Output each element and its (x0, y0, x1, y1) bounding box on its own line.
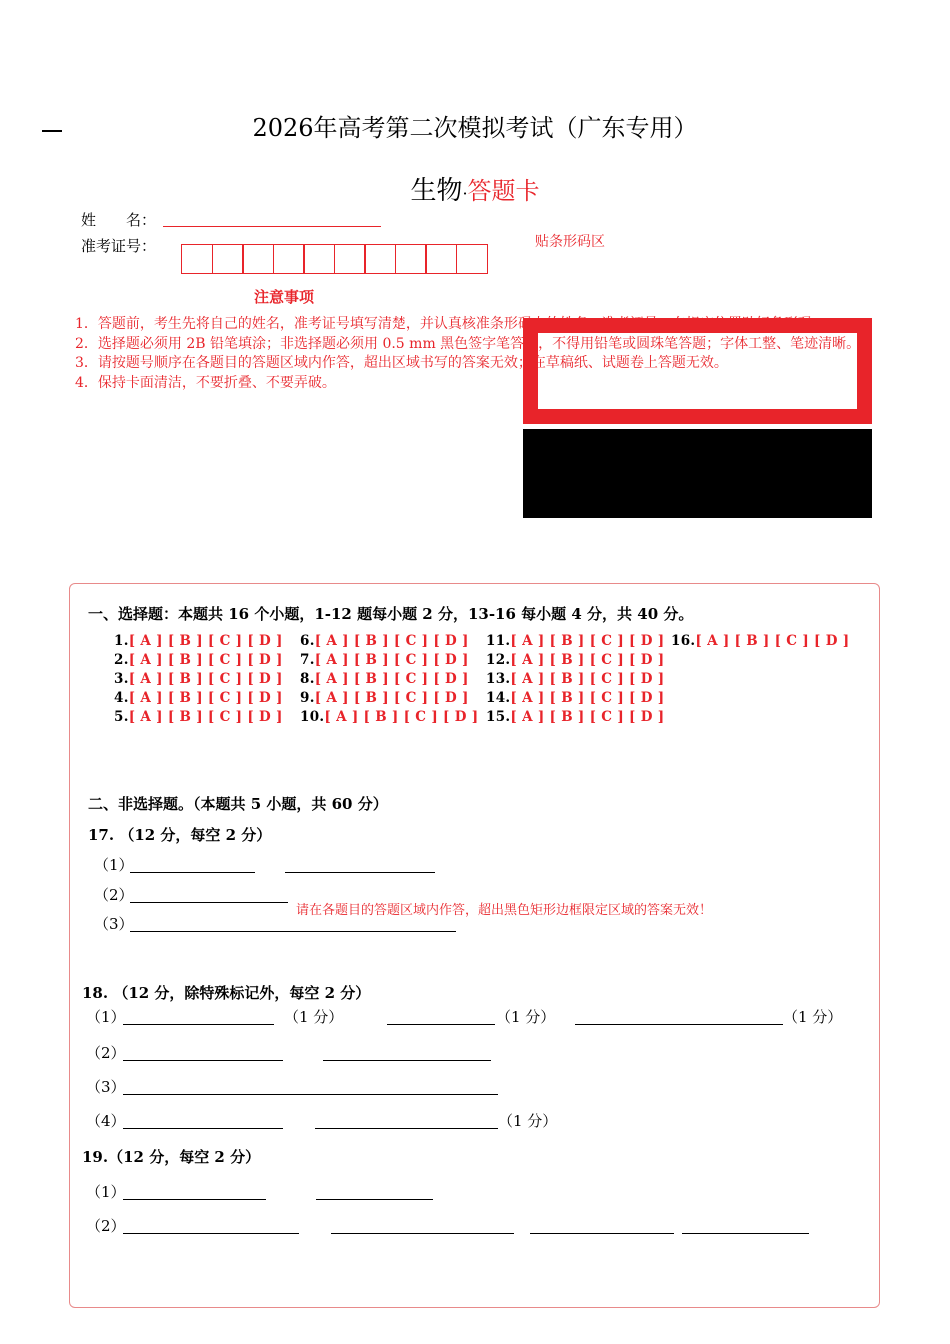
answer-line[interactable] (123, 1023, 274, 1025)
answer-area-warning: 请在各题目的答题区域内作答，超出黑色矩形边框限定区域的答案无效！ (296, 903, 713, 918)
id-digit-box[interactable] (395, 244, 427, 274)
answer-line[interactable] (123, 1093, 498, 1095)
exam-title: 2026年高考第二次模拟考试（广东专用） (252, 114, 698, 142)
mc-row[interactable]: 7.[ A ] [ B ] [ C ] [ D ] (300, 652, 469, 668)
answer-line[interactable] (130, 930, 456, 932)
mc-row[interactable]: 11.[ A ] [ B ] [ C ] [ D ] (486, 633, 665, 649)
id-digit-box[interactable] (181, 244, 213, 274)
q19-part2-label: （2） (86, 1217, 126, 1235)
mc-row[interactable]: 2.[ A ] [ B ] [ C ] [ D ] (114, 652, 283, 668)
q17-part1-label: （1） (94, 856, 134, 874)
answer-line[interactable] (682, 1232, 809, 1234)
mc-row[interactable]: 9.[ A ] [ B ] [ C ] [ D ] (300, 690, 469, 706)
mc-row[interactable]: 16.[ A ] [ B ] [ C ] [ D ] (671, 633, 850, 649)
answer-line[interactable] (123, 1127, 283, 1129)
q18-part1-label: （1） (86, 1008, 126, 1026)
score-note: （1 分） (284, 1008, 344, 1026)
answer-card-label: 答题卡 (467, 177, 540, 205)
q17-part2-label: （2） (94, 886, 134, 904)
subtitle-dot: · (462, 184, 468, 203)
name-label: 姓 名： (81, 211, 157, 229)
redacted-block (523, 429, 872, 518)
mc-row[interactable]: 15.[ A ] [ B ] [ C ] [ D ] (486, 709, 665, 725)
id-digit-box[interactable] (364, 244, 396, 274)
notice-item: 2．选择题必须用 2B 铅笔填涂；非选择题必须用 0.5 mm 黑色签字笔答题，不得用铅笔或圆珠笔答题；字体工整、笔迹清晰。 (75, 335, 861, 352)
id-digit-box[interactable] (303, 244, 335, 274)
q18-part4-label: （4） (86, 1112, 126, 1130)
answer-line[interactable] (530, 1232, 674, 1234)
mc-column-3 (486, 632, 664, 727)
q18-part3-label: （3） (86, 1078, 126, 1096)
notice-title: 注意事项 (254, 288, 315, 306)
mc-column-4 (671, 632, 849, 651)
exam-subtitle (0, 170, 950, 207)
mc-row[interactable]: 4.[ A ] [ B ] [ C ] [ D ] (114, 690, 283, 706)
mc-row[interactable]: 8.[ A ] [ B ] [ C ] [ D ] (300, 671, 469, 687)
q18-part2-label: （2） (86, 1044, 126, 1062)
id-digit-box[interactable] (273, 244, 305, 274)
score-note: （1 分） (496, 1008, 556, 1026)
q17-part3-label: （3） (94, 915, 134, 933)
q18-title: 18. （12 分，除特殊标记外，每空 2 分） (82, 984, 371, 1002)
mc-row[interactable]: 13.[ A ] [ B ] [ C ] [ D ] (486, 671, 665, 687)
id-label: 准考证号： (81, 237, 157, 255)
section1-title: 一、选择题：本题共 16 个小题，1-12 题每小题 2 分，13-16 每小题 4 分，共 40 分。 (88, 605, 694, 623)
notice-item: 4．保持卡面清洁，不要折叠、不要弄破。 (75, 374, 336, 391)
answer-line[interactable] (331, 1232, 514, 1234)
answer-line[interactable] (130, 901, 288, 903)
barcode-frame (523, 318, 872, 424)
answer-line[interactable] (123, 1059, 283, 1061)
answer-line[interactable] (316, 1198, 433, 1200)
mc-row[interactable]: 1.[ A ] [ B ] [ C ] [ D ] (114, 633, 283, 649)
section2-title: 二、非选择题。（本题共 5 小题，共 60 分） (88, 795, 388, 813)
answer-line[interactable] (315, 1127, 498, 1129)
barcode-label: 贴条形码区 (535, 234, 605, 250)
mc-column-1 (114, 632, 283, 727)
mc-column-2 (300, 632, 478, 727)
id-digit-box[interactable] (242, 244, 274, 274)
mc-row[interactable]: 14.[ A ] [ B ] [ C ] [ D ] (486, 690, 665, 706)
q17-title: 17. （12 分，每空 2 分） (88, 826, 272, 844)
id-box-group (181, 244, 488, 274)
mc-row[interactable]: 3.[ A ] [ B ] [ C ] [ D ] (114, 671, 283, 687)
answer-line[interactable] (123, 1198, 266, 1200)
mc-row[interactable]: 6.[ A ] [ B ] [ C ] [ D ] (300, 633, 469, 649)
answer-line[interactable] (123, 1232, 299, 1234)
answer-line[interactable] (575, 1023, 783, 1025)
id-digit-box[interactable] (425, 244, 457, 274)
q19-part1-label: （1） (86, 1183, 126, 1201)
id-digit-box[interactable] (334, 244, 366, 274)
q19-title: 19.（12 分，每空 2 分） (82, 1148, 261, 1166)
score-note: （1 分） (498, 1112, 558, 1130)
mc-row[interactable]: 10.[ A ] [ B ] [ C ] [ D ] (300, 709, 479, 725)
score-note: （1 分） (783, 1008, 843, 1026)
id-digit-box[interactable] (456, 244, 488, 274)
mc-row[interactable]: 12.[ A ] [ B ] [ C ] [ D ] (486, 652, 665, 668)
notice-item: 3．请按题号顺序在各题目的答题区域内作答，超出区域书写的答案无效；在草稿纸、试题卷上答题无效。 (75, 355, 728, 371)
name-input-line[interactable] (163, 225, 381, 227)
answer-line[interactable] (387, 1023, 495, 1025)
subject-name: 生物 (410, 176, 463, 206)
mc-row[interactable]: 5.[ A ] [ B ] [ C ] [ D ] (114, 709, 283, 725)
answer-line[interactable] (130, 871, 255, 873)
id-digit-box[interactable] (212, 244, 244, 274)
answer-line[interactable] (323, 1059, 491, 1061)
notice-item: 1．答题前，考生先将自己的姓名，准考证号填写清楚，并认真核准条形码上的姓名、准考证号，在规定位置贴好条形码。 (75, 316, 826, 332)
answer-line[interactable] (285, 871, 435, 873)
